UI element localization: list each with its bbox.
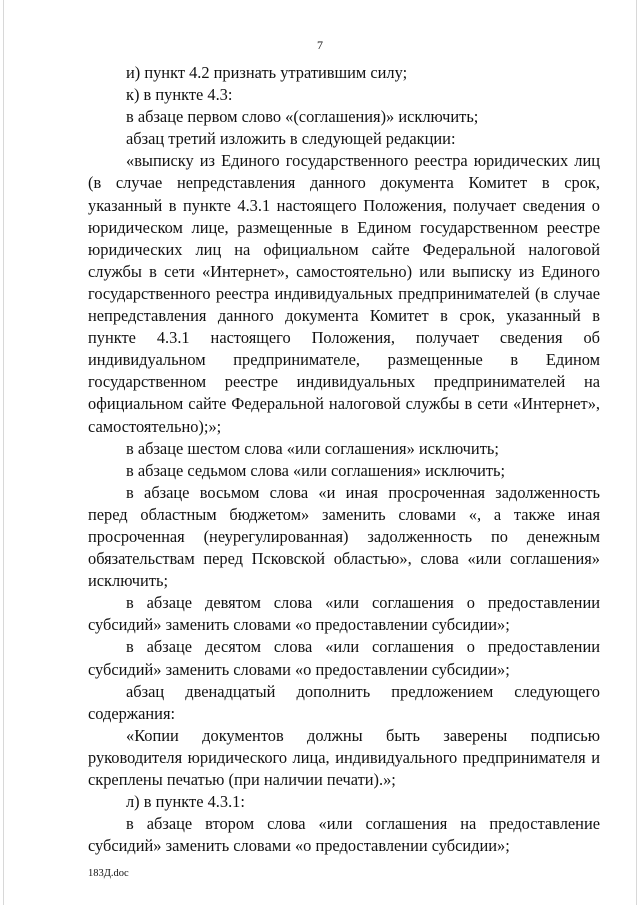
paragraph-eighth-abzac: в абзаце восьмом слова «и иная просроченная задолженность перед областным бюджетом» заменить словами «, а также иная просроченная (неурегулированная) задолженность по денежным обязательствам перед Псковской областью», слова «или соглашения» исключить; [88,482,600,591]
paragraph-second-abzac: в абзаце втором слова «или соглашения на предоставление субсидий» заменить словами «о предоставлении субсидии»; [88,814,600,856]
paragraph-first-abzac: в абзаце первом слово «(соглашения)» исключить; [126,107,479,127]
page-number: 7 [317,38,323,52]
paragraph-twelfth-abzac: абзац двенадцатый дополнить предложением следующего содержания: [88,681,600,723]
paragraph-third-abzac-intro: абзац третий изложить в следующей редакции: [126,129,456,149]
paragraph-ninth-abzac: в абзаце девятом слова «или соглашения о предоставлении субсидий» заменить словами «о предоставлении субсидии»; [88,593,600,635]
document-body [88,62,600,857]
paragraph-quoted-extract: «выписку из Единого государственного реестра юридических лиц (в случае непредставления данного документа Комитет в срок, указанный в пункте 4.3.1 настоящего Положения, получает сведения о юридическом лице, размещенные в Едином государственном реестре юридических лиц на официальном сайте Федеральной налоговой службы в сети «Интернет», самостоятельно) или выписку из Единого государственного реестра индивидуальных предпринимателей (в случае непредставления данного документа Комитет в срок, указанный в пункте 4.3.1 настоящего Положения, получает сведения об индивидуальном предпринимателе, размещенные в Едином государственном реестре индивидуальных предпринимателей на официальном сайте Федеральной налоговой службы в сети «Интернет», самостоятельно);»; [88,151,600,436]
paragraph-tenth-abzac: в абзаце десятом слова «или соглашения о предоставлении субсидий» заменить словами «о предоставлении субсидии»; [88,637,600,679]
paragraph-item-l: л) в пункте 4.3.1: [126,792,245,812]
scan-edge-right [636,0,637,905]
paragraph-sixth-abzac: в абзаце шестом слова «или соглашения» исключить; [126,438,499,458]
footer-filename: 183Д.doc [88,868,129,879]
paragraph-seventh-abzac: в абзаце седьмом слова «или соглашения» исключить; [126,460,506,480]
paragraph-item-i: и) пункт 4.2 признать утратившим силу; [126,63,408,82]
paragraph-copies-certified: «Копии документов должны быть заверены подписью руководителя юридического лица, индивидуального предпринимателя и скреплены печатью (при наличии печати).»; [88,725,600,789]
paragraph-item-k: к) в пункте 4.3: [126,85,233,105]
scan-edge-left [3,0,4,905]
